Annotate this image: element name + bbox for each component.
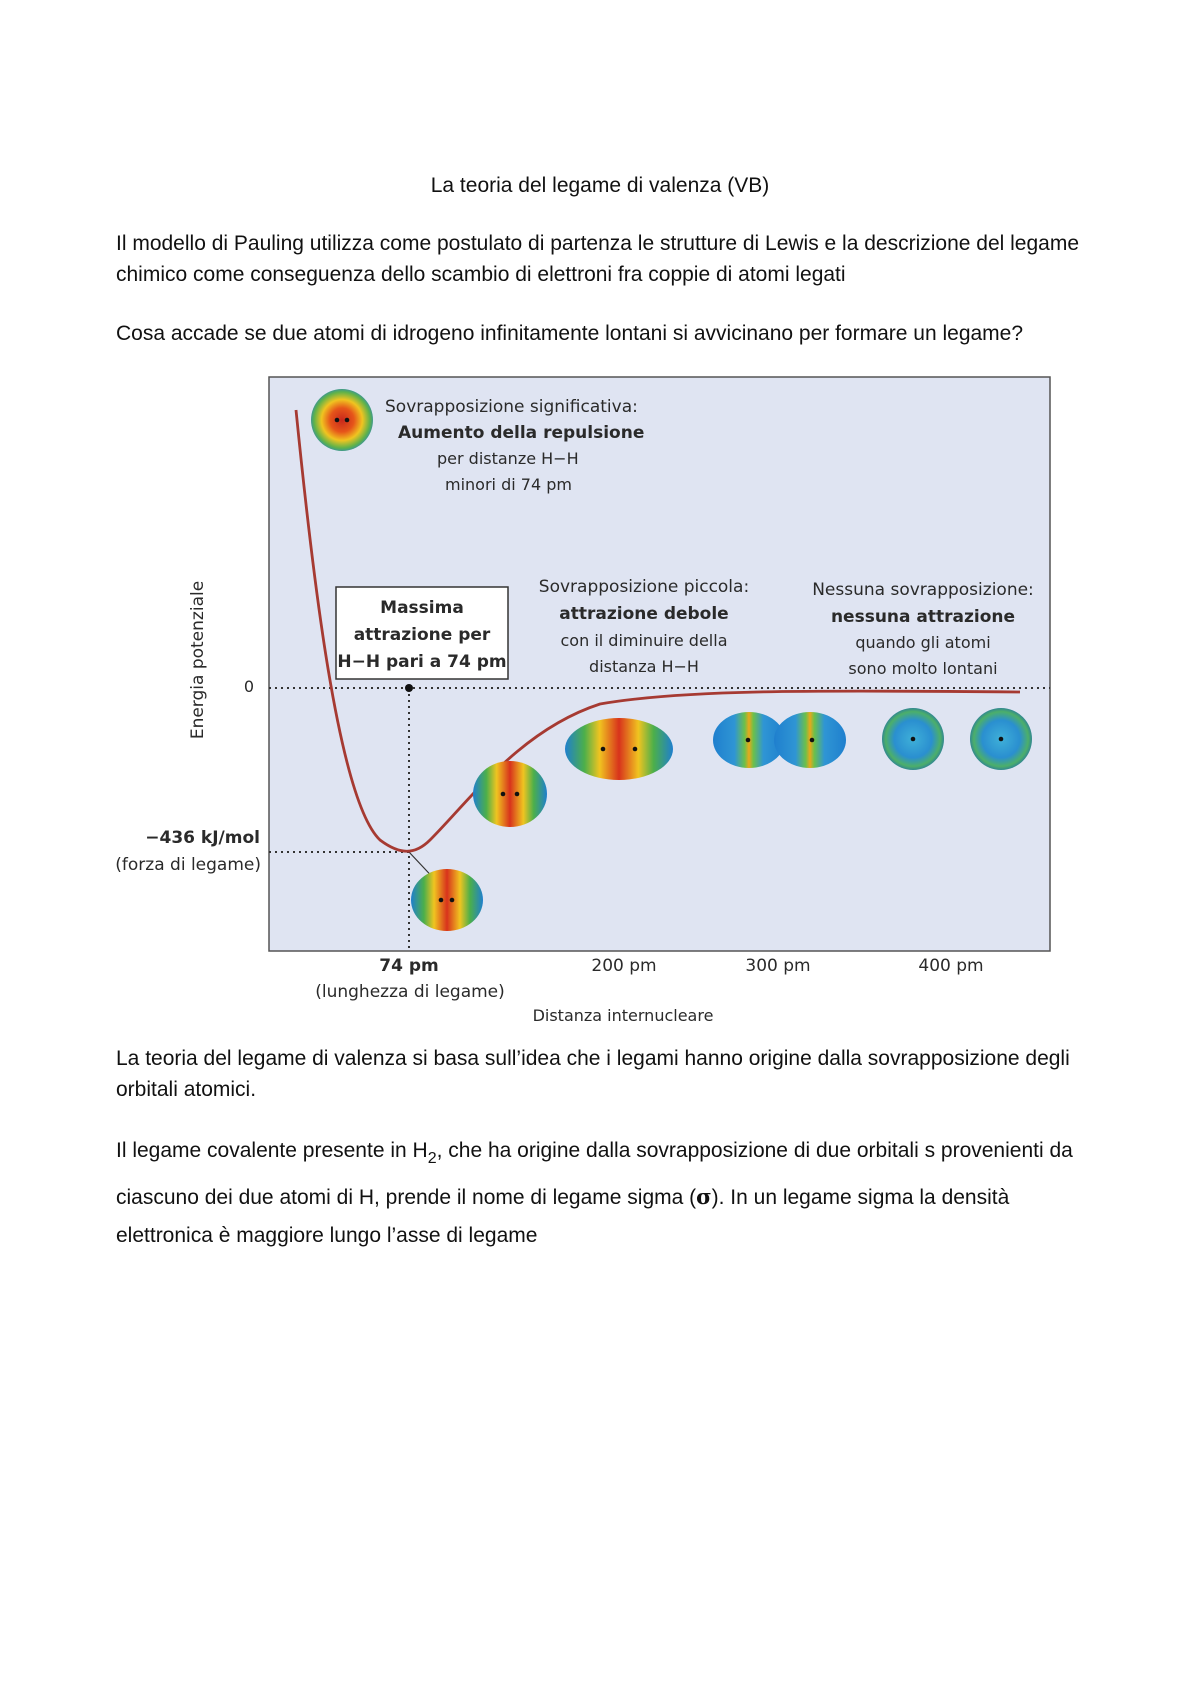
svg-text:distanza H−H: distanza H−H xyxy=(589,657,699,676)
orbital-small-overlap-icon xyxy=(565,718,673,780)
svg-text:attrazione debole: attrazione debole xyxy=(559,604,729,624)
intro-paragraph: Il modello di Pauling utilizza come postulato di partenza le strutture di Lewis e la descrizione del legame chimico come conseguenza dello scambio di elettroni fra coppie di atomi legati xyxy=(116,232,1080,286)
x-tick-300: 300 pm xyxy=(745,956,811,976)
x-axis-label: Distanza internucleare xyxy=(532,1006,714,1025)
svg-text:Sovrapposizione significativa:: Sovrapposizione significativa: xyxy=(385,397,638,417)
orbital-moderate-overlap-icon xyxy=(473,761,547,827)
x-tick-200: 200 pm xyxy=(591,956,657,976)
sigma-symbol: σ xyxy=(696,1184,712,1209)
svg-text:attrazione per: attrazione per xyxy=(353,625,491,645)
svg-text:nessuna attrazione: nessuna attrazione xyxy=(830,607,1016,627)
max-attraction-box xyxy=(336,587,508,679)
covalent-paragraph: Il legame covalente presente in $H_2$, che ha origine dalla sovrapposizione di due orbitali s provenienti da ciascuno dei due atomi di H, prende il nome di legame sigma (σ). In un legame sigma la densità elettronica è maggiore lungo l’asse di legame xyxy=(116,1139,1073,1247)
svg-text:H−H pari a 74 pm: H−H pari a 74 pm xyxy=(337,652,507,672)
svg-text:con il diminuire della: con il diminuire della xyxy=(560,631,728,650)
svg-text:quando gli atomi: quando gli atomi xyxy=(855,633,991,652)
page-title: La teoria del legame di valenza (VB) xyxy=(430,174,770,197)
question-paragraph: Cosa accade se due atomi di idrogeno infinitamente lontani si avvicinano per formare un legame? xyxy=(116,322,1024,345)
orbital-strong-overlap-icon xyxy=(311,389,373,451)
svg-text:Sovrapposizione piccola:: Sovrapposizione piccola: xyxy=(538,577,750,597)
max-attraction-point xyxy=(405,684,413,692)
bond-length-sublabel: (lunghezza di legame) xyxy=(315,982,505,1002)
svg-text:sono molto lontani: sono molto lontani xyxy=(848,659,998,678)
min-energy-sublabel: (forza di legame) xyxy=(115,855,261,875)
zero-label: 0 xyxy=(243,677,254,696)
subscript-2: 2 xyxy=(427,1150,437,1167)
energy-diagram xyxy=(100,370,1060,1030)
valence-paragraph: La teoria del legame di valenza si basa sull’idea che i legami hanno origine dalla sovrapposizione degli orbitali atomici. xyxy=(116,1047,1070,1101)
x-tick-74: 74 pm xyxy=(379,956,439,976)
svg-text:per distanze H−H: per distanze H−H xyxy=(437,449,579,468)
svg-text:minori di 74 pm: minori di 74 pm xyxy=(445,475,572,494)
x-tick-400: 400 pm xyxy=(918,956,984,976)
y-axis-label: Energia potenziale xyxy=(188,580,208,740)
svg-text:Massima: Massima xyxy=(380,598,464,618)
min-energy-label: −436 kJ/mol xyxy=(145,828,260,848)
orbital-bond-length-icon xyxy=(411,869,483,931)
svg-text:Nessuna sovrapposizione:: Nessuna sovrapposizione: xyxy=(812,580,1034,600)
svg-text:Aumento della repulsione: Aumento della repulsione xyxy=(398,423,645,443)
